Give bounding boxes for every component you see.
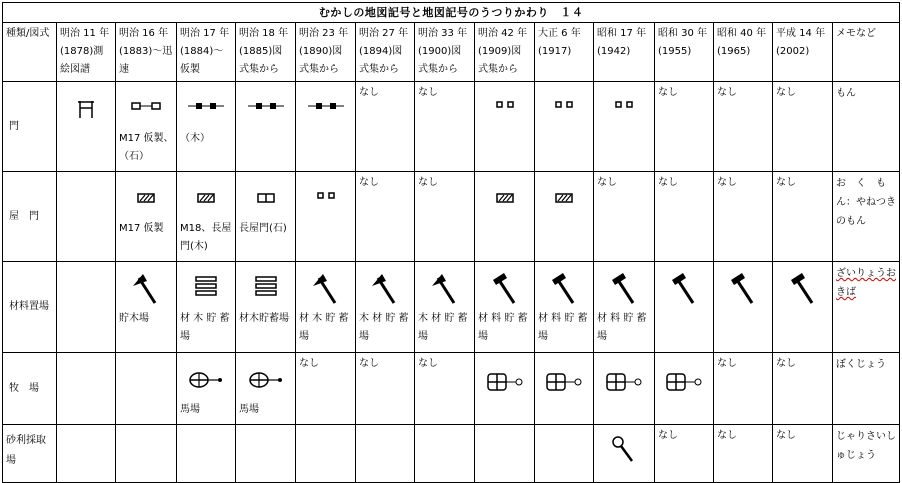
row-mon — [3, 82, 900, 172]
memo-cell: お く も ん：やねつきのもん — [833, 172, 900, 262]
cell: なし — [773, 82, 833, 172]
row-bokujo — [3, 353, 900, 425]
row-label: 材料置場 — [3, 262, 57, 353]
cell — [116, 425, 177, 483]
cell — [535, 425, 594, 483]
memo-cell: もん — [833, 82, 900, 172]
memo-cell: ぼくじょう — [833, 353, 900, 425]
cell — [236, 425, 296, 483]
shovel-icon — [611, 435, 637, 465]
cell — [535, 172, 594, 262]
cell — [177, 425, 236, 483]
cell — [475, 425, 535, 483]
cell: 材 木 貯 蓄 場 — [177, 262, 236, 353]
hammer-icon — [728, 272, 758, 306]
hammer-icon — [609, 272, 639, 306]
header-col: 昭和 40 年 (1965) — [714, 23, 773, 82]
cell: 馬場 — [177, 353, 236, 425]
axe-icon — [430, 272, 460, 306]
pasture-icon — [487, 373, 523, 391]
roofed-gate-icon — [555, 193, 573, 203]
cell: なし — [594, 172, 655, 262]
cell: 貯木場 — [116, 262, 177, 353]
hammer-icon — [669, 272, 699, 306]
cell — [773, 262, 833, 353]
axe-icon — [131, 272, 161, 306]
axe-icon — [311, 272, 341, 306]
pasture-icon — [666, 373, 702, 391]
timber-stack-icon — [195, 276, 217, 296]
memo-cell: じゃりさいしゅじょう — [833, 425, 900, 483]
cell — [356, 425, 415, 483]
cell: （木） — [177, 82, 236, 172]
cell — [655, 262, 714, 353]
cell: なし — [773, 353, 833, 425]
hammer-icon — [490, 272, 520, 306]
cell: なし — [655, 425, 714, 483]
row-label: 牧 場 — [3, 353, 57, 425]
pasture-icon — [546, 373, 582, 391]
header-memo: メモなど — [833, 23, 900, 82]
horse-track-icon — [188, 371, 224, 389]
header-col: 明治 16 年 (1883)～迅速 — [116, 23, 177, 82]
cell — [57, 425, 116, 483]
cell: なし — [296, 353, 356, 425]
memo-cell: ざいりょうおきば — [833, 262, 900, 353]
row-zaimoku — [3, 262, 900, 353]
cell: なし — [655, 172, 714, 262]
cell: なし — [415, 82, 475, 172]
gate-posts-icon — [613, 101, 635, 109]
cell: 木 材 貯 蓄 場 — [356, 262, 415, 353]
header-col: 明治 27 年 (1894)図式集から — [356, 23, 415, 82]
header-col: 明治 18 年 (1885)図式集から — [236, 23, 296, 82]
roofed-gate-icon — [197, 193, 215, 203]
header-row — [3, 23, 900, 82]
cell: なし — [714, 353, 773, 425]
cell: 馬場 — [236, 353, 296, 425]
cell: 材木貯蓄場 — [236, 262, 296, 353]
cell — [116, 353, 177, 425]
header-col: 明治 11 年 (1878)測絵図譜 — [57, 23, 116, 82]
gate-icon — [308, 102, 344, 110]
cell: M17 仮製 — [116, 172, 177, 262]
gate-posts-icon — [316, 192, 336, 200]
cell: なし — [655, 82, 714, 172]
table-title: むかしの地図記号と地図記号のうつりかわり １４ — [3, 3, 900, 23]
cell: M18、長屋門(木) — [177, 172, 236, 262]
axe-icon — [370, 272, 400, 306]
cell — [594, 82, 655, 172]
cell — [296, 82, 356, 172]
cell: なし — [415, 172, 475, 262]
header-col: 昭和 30 年 (1955) — [655, 23, 714, 82]
row-jari — [3, 425, 900, 483]
gate-posts-icon — [553, 101, 575, 109]
cell: なし — [415, 353, 475, 425]
gate-stone-icon — [130, 102, 162, 110]
cell: なし — [714, 82, 773, 172]
cell — [57, 172, 116, 262]
cell — [475, 353, 535, 425]
symbol-history-table — [2, 2, 900, 483]
gate-kanji-icon — [76, 99, 96, 119]
cell — [415, 425, 475, 483]
header-col: 昭和 17 年 (1942) — [594, 23, 655, 82]
cell — [714, 262, 773, 353]
roofed-gate-icon — [137, 193, 155, 203]
cell — [535, 353, 594, 425]
header-col: 大正 6 年 (1917) — [535, 23, 594, 82]
header-kind: 種類/図式 — [3, 23, 57, 82]
header-col: 明治 42 年 (1909)図式集から — [475, 23, 535, 82]
row-label: 砂利採取場 — [3, 425, 57, 483]
cell: なし — [356, 82, 415, 172]
cell: 木 材 貯 蓄 場 — [415, 262, 475, 353]
cell — [535, 82, 594, 172]
cell: なし — [714, 172, 773, 262]
cell: M17 仮製、（石） — [116, 82, 177, 172]
cell: なし — [773, 172, 833, 262]
cell — [57, 262, 116, 353]
roofed-gate-icon — [496, 193, 514, 203]
cell: 材 木 貯 蓄 場 — [296, 262, 356, 353]
row-label: 門 — [3, 82, 57, 172]
cell — [655, 353, 714, 425]
header-col: 明治 17 年 (1884)～仮製 — [177, 23, 236, 82]
horse-track-icon — [248, 371, 284, 389]
row-yamon — [3, 172, 900, 262]
cell: なし — [773, 425, 833, 483]
cell: 材 料 貯 蓄 場 — [535, 262, 594, 353]
cell: なし — [356, 353, 415, 425]
cell: 材 料 貯 蓄 場 — [475, 262, 535, 353]
hammer-icon — [788, 272, 818, 306]
gate-wood-icon — [188, 102, 224, 110]
timber-stack-icon — [255, 276, 277, 296]
cell — [236, 82, 296, 172]
cell — [57, 353, 116, 425]
gate-posts-icon — [494, 101, 516, 109]
cell — [475, 82, 535, 172]
cell: なし — [714, 425, 773, 483]
pasture-icon — [606, 373, 642, 391]
long-gate-icon — [257, 193, 275, 203]
row-label: 屋 門 — [3, 172, 57, 262]
cell — [475, 172, 535, 262]
cell — [296, 172, 356, 262]
header-col: 明治 33 年 (1900)図式集から — [415, 23, 475, 82]
cell — [594, 353, 655, 425]
cell: 長屋門(石) — [236, 172, 296, 262]
cell — [57, 82, 116, 172]
header-col: 明治 23 年 (1890)図式集から — [296, 23, 356, 82]
header-col: 平成 14 年 (2002) — [773, 23, 833, 82]
hammer-icon — [549, 272, 579, 306]
cell: なし — [356, 172, 415, 262]
cell: 材 料 貯 蓄 場 — [594, 262, 655, 353]
gate-icon — [248, 102, 284, 110]
cell — [296, 425, 356, 483]
cell — [594, 425, 655, 483]
